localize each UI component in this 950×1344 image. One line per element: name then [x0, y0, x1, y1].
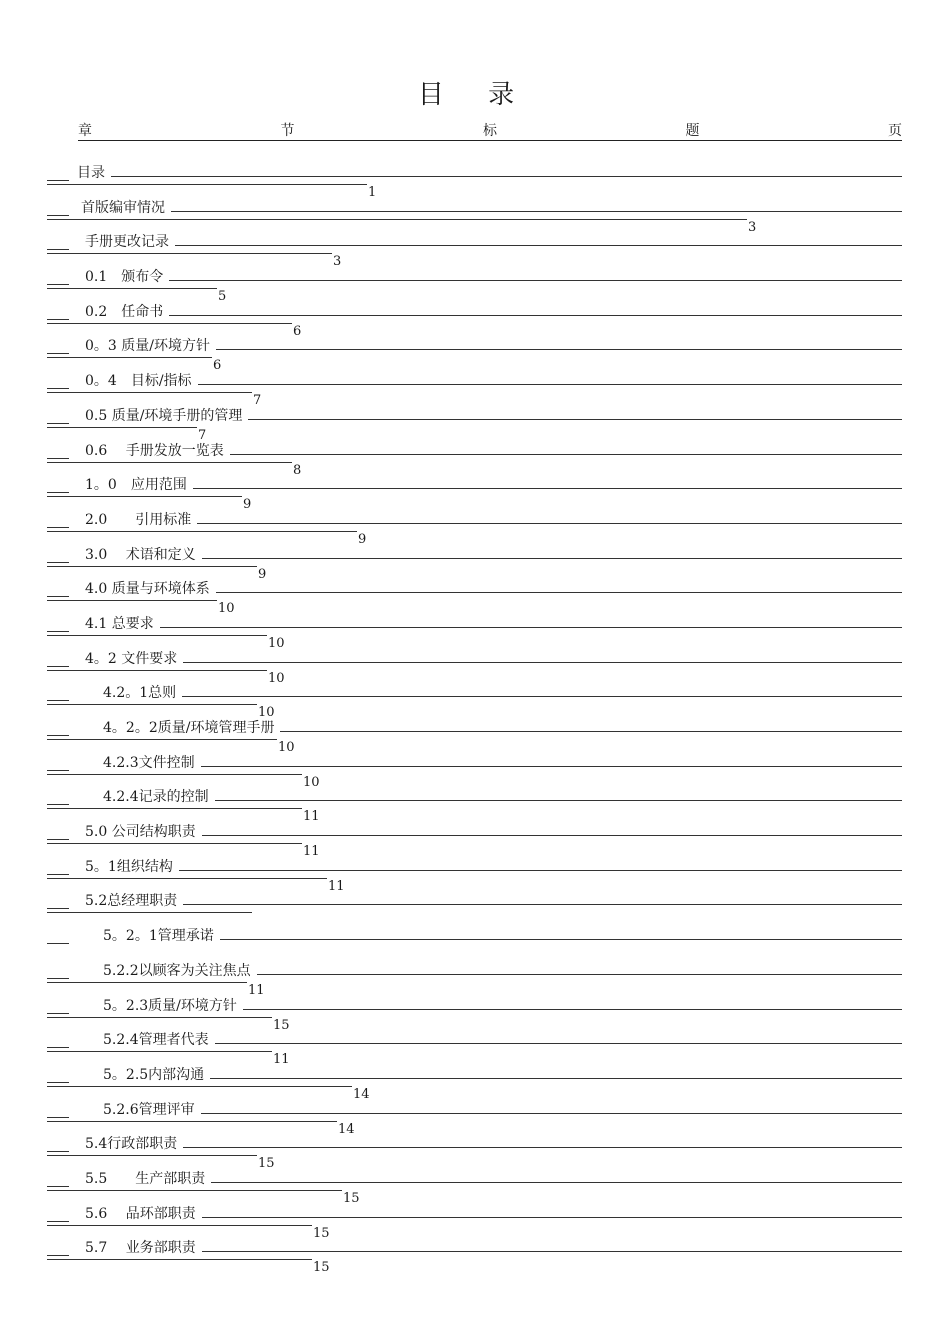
toc-entry-page-number: 1	[368, 185, 377, 200]
leader-line	[47, 804, 69, 805]
toc-entry[interactable]	[47, 581, 902, 616]
toc-entry-page-number: 10	[278, 740, 295, 755]
leader-line	[47, 284, 69, 285]
leader-line	[47, 462, 292, 463]
dotted-leader	[171, 211, 902, 212]
leader-line	[47, 774, 302, 775]
dotted-leader	[230, 454, 902, 455]
toc-entry-page-number: 11	[303, 809, 320, 825]
dotted-leader	[280, 731, 902, 732]
toc-entry-label: 0。3 质量/环境方针	[85, 338, 210, 355]
toc-entry-label: 5。2.3质量/环境方针	[103, 997, 237, 1014]
leader-line	[47, 1117, 69, 1118]
dotted-leader	[202, 1217, 902, 1218]
leader-line	[47, 184, 367, 185]
dotted-leader	[183, 1147, 902, 1148]
leader-line	[47, 843, 302, 844]
leader-line	[47, 739, 277, 740]
leader-line	[47, 492, 69, 493]
toc-entry-label: 4.1 总要求	[85, 615, 154, 632]
leader-line	[47, 700, 69, 701]
header-chapter: 章	[78, 123, 92, 139]
toc-entry-page-number: 15	[313, 1260, 330, 1276]
toc-entry-page-number: 10	[258, 705, 275, 721]
leader-line	[47, 527, 69, 528]
toc-entry-page-number: 9	[243, 497, 252, 513]
toc-entry[interactable]	[47, 304, 902, 339]
leader-line	[47, 635, 267, 636]
dotted-leader	[182, 696, 902, 697]
toc-entry-page-number: 11	[273, 1052, 290, 1068]
dotted-leader	[202, 835, 902, 836]
toc-entry-page-number: 15	[343, 1190, 360, 1206]
leader-line	[47, 704, 257, 705]
toc-entry-label: 5.5 生产部职责	[85, 1170, 206, 1187]
leader-line	[47, 1255, 69, 1256]
dotted-leader	[183, 904, 902, 905]
toc-entry-label: 4.2。1总则	[103, 685, 177, 702]
toc-entry[interactable]	[47, 651, 902, 686]
toc-entry[interactable]	[47, 789, 902, 824]
leader-line	[47, 874, 69, 875]
toc-entry[interactable]	[47, 165, 902, 200]
toc-entry[interactable]	[47, 200, 902, 235]
toc-entry[interactable]	[47, 547, 902, 582]
toc-entry-label: 3.0 术语和定义	[85, 546, 196, 563]
dotted-leader	[257, 974, 902, 975]
leader-line	[47, 319, 69, 320]
dotted-leader	[211, 1182, 902, 1183]
toc-entry-page-number: 14	[338, 1121, 355, 1137]
toc-entry[interactable]	[47, 443, 902, 478]
leader-line	[47, 670, 267, 671]
toc-entry-page-number: 10	[303, 774, 320, 790]
leader-line	[47, 1155, 257, 1156]
toc-entry-label: 0.2 任命书	[85, 303, 164, 320]
leader-line	[47, 1186, 69, 1187]
page-title: 目 录	[417, 80, 533, 110]
toc-entry-label: 0.6 手册发放一览表	[85, 442, 224, 459]
toc-entry-label: 5.7 业务部职责	[85, 1240, 196, 1257]
toc-entry[interactable]	[47, 755, 902, 790]
toc-entry-label: 5.6 品环部职责	[85, 1205, 196, 1222]
dotted-leader	[175, 245, 902, 246]
toc-entry-page-number: 15	[273, 1017, 290, 1033]
toc-list	[47, 165, 902, 1275]
toc-entry[interactable]	[47, 234, 902, 269]
toc-entry-label: 1。0 应用范围	[85, 477, 187, 494]
toc-entry-label: 5.2总经理职责	[85, 893, 178, 910]
leader-line	[47, 596, 69, 597]
toc-entry[interactable]	[47, 512, 902, 547]
leader-line	[47, 770, 69, 771]
leader-line	[47, 423, 69, 424]
toc-entry-page-number: 5	[218, 289, 227, 305]
toc-entry[interactable]	[47, 928, 902, 963]
leader-line	[47, 735, 69, 736]
toc-entry[interactable]	[47, 1136, 902, 1171]
dotted-leader	[193, 488, 902, 489]
leader-line	[47, 878, 327, 879]
leader-line	[47, 839, 69, 840]
toc-entry-page-number: 10	[218, 601, 235, 617]
leader-line	[47, 666, 69, 667]
toc-entry-label: 手册更改记录	[85, 234, 169, 251]
leader-line	[47, 1221, 69, 1222]
dotted-leader	[243, 1009, 902, 1010]
toc-entry-label: 0。4 目标/指标	[85, 373, 192, 390]
toc-entry-label: 5。1组织结构	[85, 858, 173, 875]
leader-line	[47, 562, 69, 563]
dotted-leader	[202, 558, 902, 559]
dotted-leader	[179, 870, 902, 871]
leader-line	[47, 978, 69, 979]
header-title-1: 标	[483, 123, 497, 139]
leader-line	[47, 982, 247, 983]
leader-line	[47, 288, 217, 289]
toc-entry[interactable]	[47, 893, 902, 928]
toc-entry[interactable]	[47, 1206, 902, 1241]
leader-line	[47, 1121, 337, 1122]
toc-entry[interactable]	[47, 373, 902, 408]
toc-entry-page-number: 15	[258, 1156, 275, 1172]
toc-entry-page-number: 6	[293, 323, 302, 339]
leader-line	[47, 1051, 272, 1052]
leader-line	[47, 180, 69, 181]
leader-line	[47, 253, 332, 254]
leader-line	[47, 1225, 312, 1226]
leader-line	[47, 566, 257, 567]
toc-entry-label: 4。2 文件要求	[85, 650, 178, 667]
dotted-leader	[216, 592, 902, 593]
leader-line	[47, 631, 69, 632]
leader-line	[47, 1151, 69, 1152]
toc-entry-label: 首版编审情况	[81, 199, 165, 216]
leader-line	[47, 943, 69, 944]
dotted-leader	[201, 766, 902, 767]
leader-line	[47, 1259, 312, 1260]
toc-entry[interactable]	[47, 859, 902, 894]
toc-entry-page-number: 10	[268, 635, 285, 651]
leader-line	[47, 357, 212, 358]
toc-entry[interactable]	[47, 1032, 902, 1067]
leader-line	[47, 458, 69, 459]
leader-line	[47, 531, 357, 532]
leader-line	[47, 1047, 69, 1048]
leader-line	[47, 496, 242, 497]
toc-entry-page-number: 7	[253, 393, 262, 409]
toc-entry-label: 0.1 颁布令	[85, 269, 164, 286]
leader-line	[47, 353, 69, 354]
toc-entry-label: 目录	[77, 165, 105, 181]
dotted-leader	[215, 1043, 902, 1044]
toc-entry[interactable]	[47, 1171, 902, 1206]
toc-entry-label: 5。2.5内部沟通	[103, 1066, 205, 1083]
leader-line	[47, 427, 197, 428]
toc-entry-label: 5。2。1管理承诺	[103, 928, 214, 945]
toc-entry[interactable]	[47, 685, 902, 720]
leader-line	[47, 323, 292, 324]
toc-entry-label: 2.0 引用标准	[85, 511, 192, 528]
toc-entry-page-number: 6	[213, 358, 222, 374]
leader-line	[47, 1082, 69, 1083]
header-section: 节	[280, 123, 295, 139]
toc-entry-page-number: 11	[303, 844, 320, 860]
toc-entry[interactable]	[47, 1240, 902, 1275]
leader-line	[47, 912, 252, 913]
toc-entry[interactable]	[47, 338, 902, 373]
leader-line	[47, 600, 217, 601]
toc-entry-page-number: 3	[748, 219, 757, 235]
dotted-leader	[169, 280, 902, 281]
leader-line	[47, 392, 252, 393]
leader-line	[47, 1086, 352, 1087]
toc-entry-page-number: 10	[268, 670, 285, 686]
toc-entry-page-number: 14	[353, 1086, 370, 1102]
dotted-leader	[198, 384, 902, 385]
toc-entry-label: 5.0 公司结构职责	[85, 824, 196, 841]
toc-entry[interactable]	[47, 408, 902, 443]
toc-entry-page-number: 9	[258, 566, 267, 582]
dotted-leader	[220, 939, 902, 940]
toc-entry-page-number: 15	[313, 1225, 330, 1241]
dotted-leader	[202, 1251, 902, 1252]
dotted-leader	[215, 800, 902, 801]
toc-entry-page-number: 11	[328, 878, 345, 894]
toc-entry-page-number: 7	[198, 427, 207, 443]
dotted-leader	[248, 419, 902, 420]
dotted-leader	[216, 349, 902, 350]
header-page: 页	[888, 123, 902, 139]
toc-entry-label: 4。2。2质量/环境管理手册	[103, 720, 275, 736]
leader-line	[47, 1190, 342, 1191]
toc-entry[interactable]	[47, 963, 902, 998]
toc-entry[interactable]	[47, 824, 902, 859]
toc-entry-label: 5.4行政部职责	[85, 1136, 178, 1153]
toc-header	[78, 120, 902, 141]
leader-line	[47, 1013, 69, 1014]
toc-entry[interactable]	[47, 998, 902, 1033]
leader-line	[47, 1017, 272, 1018]
toc-entry-label: 4.0 质量与环境体系	[85, 581, 210, 598]
leader-line	[47, 249, 69, 250]
toc-entry[interactable]	[47, 1067, 902, 1102]
leader-line	[47, 908, 69, 909]
toc-entry[interactable]	[47, 616, 902, 651]
toc-entry[interactable]	[47, 720, 902, 755]
toc-entry-page-number: 3	[333, 254, 342, 270]
toc-entry-label: 0.5 质量/环境手册的管理	[85, 407, 243, 424]
toc-entry-label: 4.2.4记录的控制	[103, 789, 209, 806]
toc-entry-label: 4.2.3文件控制	[103, 754, 195, 771]
leader-line	[47, 215, 69, 216]
leader-line	[47, 219, 747, 220]
toc-entry-page-number: 9	[358, 531, 367, 547]
dotted-leader	[210, 1078, 902, 1079]
dotted-leader	[183, 662, 902, 663]
dotted-leader	[197, 523, 902, 524]
toc-entry[interactable]	[47, 477, 902, 512]
leader-line	[47, 388, 69, 389]
leader-line	[47, 808, 302, 809]
toc-entry-label: 5.2.2以顾客为关注焦点	[103, 962, 251, 979]
dotted-leader	[160, 627, 902, 628]
header-title-2: 题	[685, 123, 700, 139]
dotted-leader	[169, 315, 902, 316]
toc-entry-label: 5.2.6管理评审	[103, 1101, 195, 1118]
toc-entry-label: 5.2.4管理者代表	[103, 1032, 209, 1049]
toc-entry[interactable]	[47, 269, 902, 304]
toc-entry-page-number: 8	[293, 462, 302, 478]
toc-entry[interactable]	[47, 1102, 902, 1137]
dotted-leader	[201, 1113, 902, 1114]
toc-entry-page-number: 11	[248, 982, 265, 998]
dotted-leader	[111, 176, 902, 177]
